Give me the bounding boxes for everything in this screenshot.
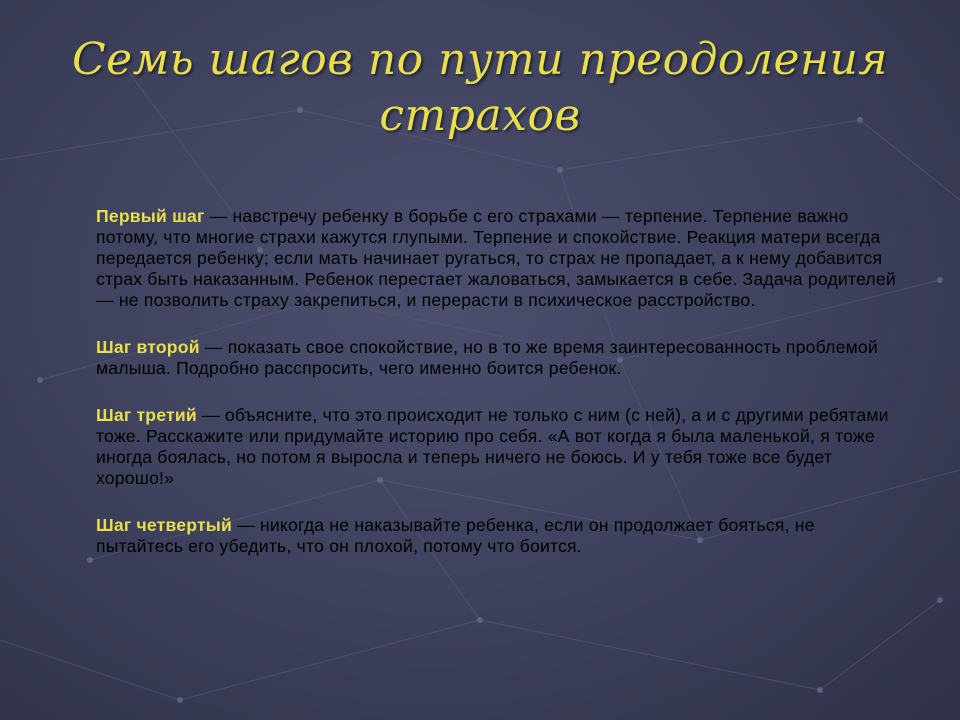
step-3-text: — объясните, что это происходит не только с ним (с ней), а и с другими ребятами тоже. Расскажите или придумайте историю про себя. «А вот когда я была маленькой, я тоже иногда боялась, но потом я выросла и теперь ничего не боюсь. И у тебя тоже все будет хорошо!» [96,405,889,488]
step-1-paragraph [96,206,896,311]
step-2-label: Шаг второй [96,337,200,357]
step-2-paragraph [96,337,896,379]
step-4-text: — никогда не наказывайте ребенка, если он продолжает бояться, не пытайтесь его убедить, что он плохой, потому что боится. [96,515,815,556]
step-3-label: Шаг третий [96,405,197,425]
slide-body [96,206,896,583]
step-4-paragraph [96,515,896,557]
step-3-paragraph [96,405,896,489]
step-2-text: — показать свое спокойствие, но в то же время заинтересованность проблемой малыша. Подробно расспросить, чего именно боится ребенок. [96,337,878,378]
slide-title: Семь шагов по пути преодоления страхов [71,34,888,141]
step-4-label: Шаг четвертый [96,515,233,535]
step-1-label: Первый шаг [96,206,205,226]
step-1-text: — навстречу ребенку в борьбе с его страхами — терпение. Терпение важно потому, что многие страхи кажутся глупыми. Терпение и спокойствие. Реакция матери всегда передается ребенку; если мать начинает ругаться, то страх не пропадает, а к нему добавится страх быть наказанным. Ребенок перестает жаловаться, замыкается в себе. Задача родителей — не позволить страху закрепиться, и перерасти в психическое расстройство. [96,206,896,310]
